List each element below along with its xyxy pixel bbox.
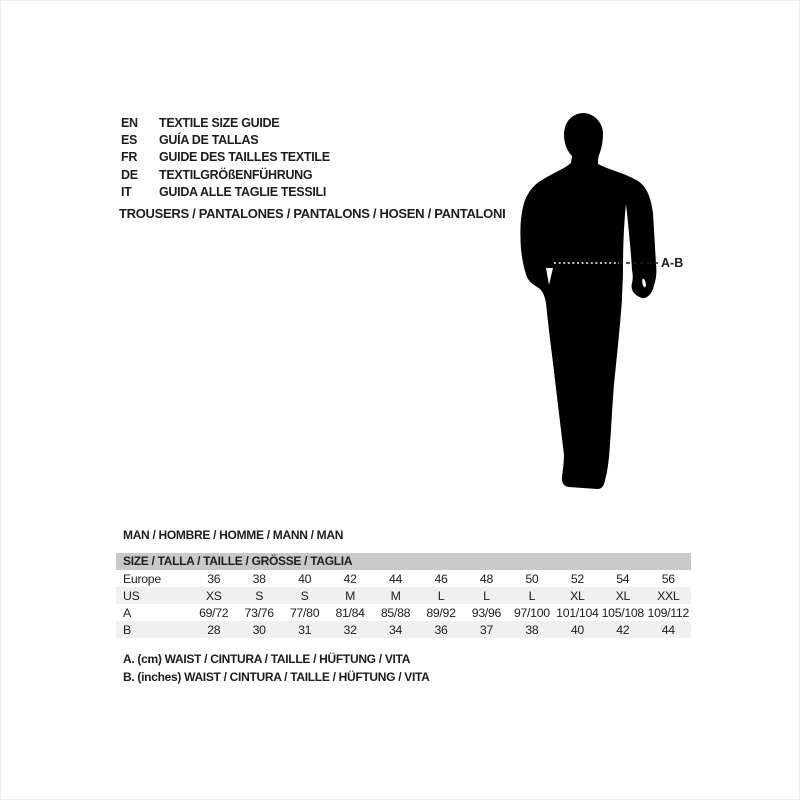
size-cell: 97/100 xyxy=(513,605,550,620)
size-cell: L xyxy=(483,588,490,603)
size-cell: 46 xyxy=(434,571,448,586)
row-label: US xyxy=(123,588,140,603)
size-table-row-us xyxy=(116,587,691,604)
language-row-de xyxy=(121,166,330,183)
size-table-row-europe xyxy=(116,570,691,587)
row-label: Europe xyxy=(123,571,161,586)
man-silhouette xyxy=(496,101,696,496)
size-cell: 89/92 xyxy=(426,605,456,620)
size-cell: 101/104 xyxy=(556,605,599,620)
language-row-fr xyxy=(121,149,330,166)
size-cell: 36 xyxy=(434,622,448,637)
language-row-it xyxy=(121,183,330,200)
size-cell: L xyxy=(528,588,536,603)
size-cell: XL xyxy=(570,588,585,603)
size-cell: 38 xyxy=(525,622,539,637)
row-label: B xyxy=(123,622,131,637)
size-table-body xyxy=(116,570,691,638)
note-line-b: B. (inches) WAIST / CINTURA / TAILLE / HÜFTUNG / VITA xyxy=(123,669,430,684)
size-cell: 42 xyxy=(343,571,357,586)
size-cell: 28 xyxy=(207,622,221,637)
figure-area xyxy=(496,101,696,496)
size-cell: 36 xyxy=(207,571,221,586)
size-cell: 93/96 xyxy=(471,605,502,620)
size-table-grid xyxy=(116,570,691,638)
language-list xyxy=(121,114,330,200)
measure-label: A-B xyxy=(661,256,684,270)
size-cell: XS xyxy=(205,588,222,603)
size-table-row-a xyxy=(116,604,691,621)
category-title: TROUSERS / PANTALONES / PANTALONS / HOSEN / PANTALONI xyxy=(119,206,506,221)
language-code: ES xyxy=(121,132,138,147)
size-cell: 44 xyxy=(389,571,403,586)
language-label: GUIDA ALLE TAGLIE TESSILI xyxy=(159,184,327,199)
size-table-row-b xyxy=(116,621,691,638)
gender-title: MAN / HOMBRE / HOMME / MANN / MAN xyxy=(123,528,344,542)
size-cell: L xyxy=(437,588,445,603)
note-line-a: A. (cm) WAIST / CINTURA / TAILLE / HÜFTUNG / VITA xyxy=(123,652,411,666)
size-cell: S xyxy=(255,588,264,603)
language-code: FR xyxy=(121,150,138,165)
size-cell: XXL xyxy=(657,588,680,603)
language-code: IT xyxy=(121,184,132,199)
language-row-es xyxy=(121,131,330,148)
size-table xyxy=(116,553,691,638)
size-cell: 77/80 xyxy=(289,605,320,620)
language-label: TEXTILE SIZE GUIDE xyxy=(159,115,280,130)
size-cell: 40 xyxy=(570,622,584,637)
size-cell: 52 xyxy=(570,571,584,586)
size-cell: 109/112 xyxy=(647,605,689,620)
language-code: EN xyxy=(121,115,138,130)
size-cell: 73/76 xyxy=(244,605,274,620)
notes xyxy=(123,651,430,686)
size-cell: 42 xyxy=(616,622,630,637)
size-cell: 37 xyxy=(479,622,493,637)
size-cell: 44 xyxy=(661,622,675,637)
size-cell: 69/72 xyxy=(199,605,229,620)
language-code: DE xyxy=(121,167,138,182)
size-cell: 105/108 xyxy=(601,605,644,620)
size-cell: 81/84 xyxy=(335,605,365,620)
language-label: TEXTILGRÖßENFÜHRUNG xyxy=(159,167,313,182)
language-row-en xyxy=(121,114,330,131)
size-cell: 32 xyxy=(343,622,357,637)
size-cell: 54 xyxy=(616,571,630,586)
size-cell: S xyxy=(300,588,309,603)
size-table-header: SIZE / TALLA / TAILLE / GRÖSSE / TAGLIA xyxy=(116,553,691,570)
language-label: GUIDE DES TAILLES TEXTILE xyxy=(159,150,330,165)
row-label: A xyxy=(123,605,131,620)
language-label: GUÍA DE TALLAS xyxy=(159,132,259,147)
size-cell: M xyxy=(345,588,356,603)
size-cell: 50 xyxy=(525,571,539,586)
size-cell: 56 xyxy=(661,571,675,586)
size-cell: 85/88 xyxy=(380,605,411,620)
size-cell: M xyxy=(390,588,401,603)
size-cell: 30 xyxy=(252,622,266,637)
size-cell: 40 xyxy=(298,571,312,586)
size-cell: 34 xyxy=(389,622,403,637)
size-cell: 48 xyxy=(479,571,493,586)
size-cell: 38 xyxy=(252,571,266,586)
man-silhouette-path xyxy=(520,113,656,489)
size-cell: XL xyxy=(615,588,631,603)
size-cell: 31 xyxy=(298,622,312,637)
